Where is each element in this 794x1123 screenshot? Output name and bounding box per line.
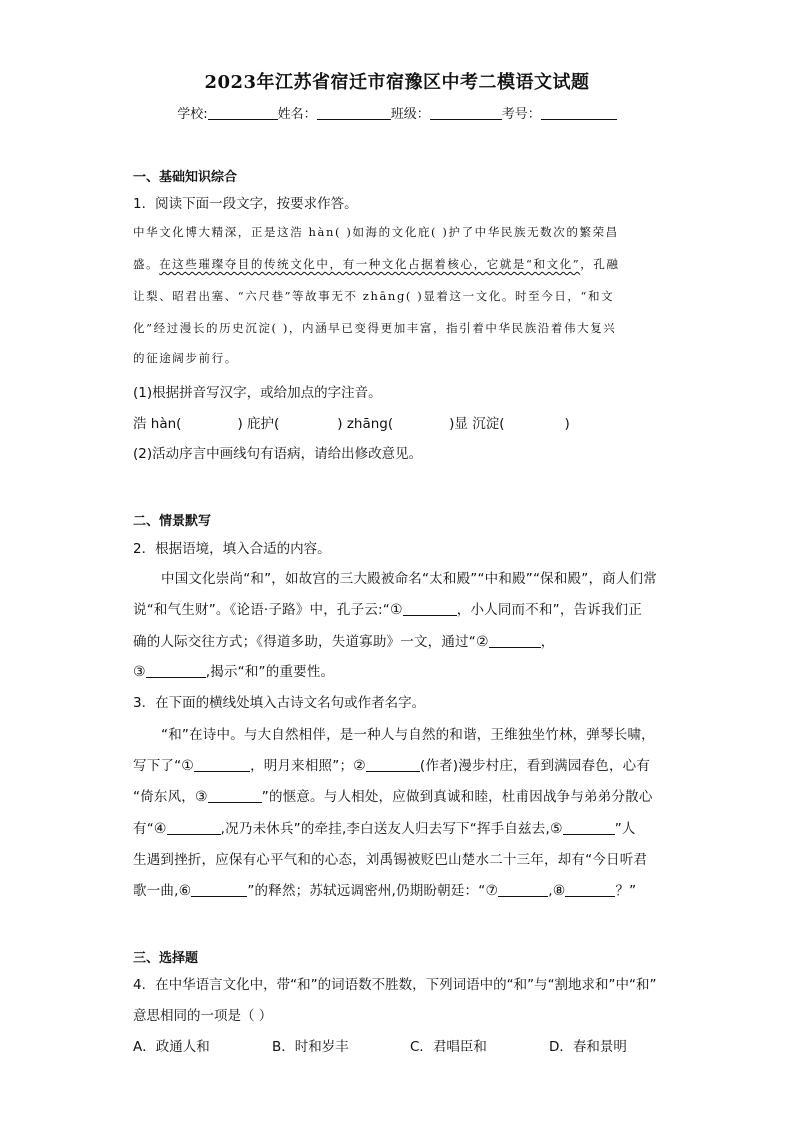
- class-blank[interactable]: [430, 105, 502, 120]
- fill-blank[interactable]: [194, 757, 250, 772]
- q1-stem: 1．阅读下面一段文字，按要求作答。: [133, 196, 358, 212]
- section1-heading: 一、基础知识综合: [133, 170, 238, 185]
- examno-label: 考号：: [501, 107, 541, 122]
- text: ,: [548, 883, 553, 899]
- blank-number: ①: [181, 758, 195, 774]
- blank-number: ⑧: [552, 883, 566, 899]
- text: ”人: [614, 821, 636, 837]
- fill-blank[interactable]: [563, 820, 615, 835]
- name-label: 姓名：: [277, 107, 317, 122]
- item-close: ): [564, 416, 570, 432]
- examno-blank[interactable]: [541, 105, 617, 120]
- pinyin-items: [133, 412, 570, 432]
- sub-question-1: (1)根据拼音写汉字，或给加点的字注音。: [133, 385, 382, 401]
- blank-number: ②: [353, 758, 366, 774]
- q4-stem-line-1: 4．在中华语言文化中，带“和”的词语数不胜数，下列词语中的“和”与“割地求和”中“和”: [133, 977, 657, 993]
- blank-number: ⑦: [485, 883, 499, 899]
- q2-para-line-4: [133, 660, 334, 680]
- text: ”的释然；苏轼远调密州,仍期盼朝廷：“: [247, 883, 486, 899]
- option-d[interactable]: D．春和景明: [549, 1039, 627, 1055]
- blank-number: ④: [153, 821, 167, 837]
- text: 写下了“: [133, 758, 182, 774]
- fill-blank[interactable]: [489, 633, 541, 648]
- option-c[interactable]: C．君唱臣和: [410, 1039, 487, 1055]
- text: ？”: [615, 883, 637, 899]
- q3-para-line-1: “和”在诗中。与大自然相伴，是一种人与自然的和谐，王维独坐竹林，弹琴长啸，: [161, 727, 655, 743]
- text: ”的惬意。与人相处，应做到真诚和睦，杜甫因战争与弟弟分散心: [261, 789, 653, 805]
- text: 说“和气生财”。《论语·子路》中，孔子云:“: [133, 602, 390, 618]
- blank-number: ⑤: [549, 821, 563, 837]
- item-chendian: )显 沉淀(: [449, 416, 505, 432]
- option-a[interactable]: A．政通人和: [133, 1039, 210, 1055]
- name-blank[interactable]: [317, 105, 391, 120]
- blank-number: ②: [475, 634, 489, 650]
- passage-line-2: [133, 256, 620, 272]
- passage-line-3: 让梨、昭君出塞、“六尺巷”等故事无不 zhāng( )显着这一文化。时至今日，“和文: [133, 289, 615, 303]
- q2-stem: 2．根据语境，填入合适的内容。: [133, 541, 331, 557]
- underlined-sentence: 在这些璀璨夺目的传统文化中，有一种文化占据着核心，它就是“和文化”: [159, 257, 581, 271]
- passage-line-5: 的征途阔步前行。: [133, 351, 238, 365]
- passage-line-1: 中华文化博大精深，正是这浩 hàn( )如海的文化庇( )护了中华民族无数次的繁荣昌: [133, 225, 619, 239]
- item-zhang: ) zhāng(: [337, 416, 394, 432]
- passage-text: ，孔融: [580, 257, 620, 271]
- item-hao-han: 浩 hàn(: [133, 416, 182, 432]
- q4-stem-line-2: 意思相同的一项是（ ）: [133, 1008, 273, 1024]
- q2-para-line-1: 中国文化崇尚“和”，如故宫的三大殿被命名“太和殿”“中和殿”“保和殿”，商人们常: [161, 571, 657, 587]
- q3-para-line-4: [133, 817, 636, 837]
- sub-question-2: (2)活动序言中画线句有语病，请给出修改意见。: [133, 446, 423, 462]
- text: ，: [540, 634, 555, 650]
- section2-heading: 二、情景默写: [133, 514, 212, 529]
- blank-number: ①: [389, 602, 403, 618]
- text: ，小人同而不和”，告诉我们正: [456, 602, 643, 618]
- fill-blank[interactable]: [191, 882, 247, 897]
- page-title: 2023年江苏省宿迁市宿豫区中考二模语文试题: [204, 72, 590, 93]
- text: “倚东风，: [133, 789, 195, 805]
- q3-stem: 3．在下面的横线处填入古诗文名句或作者名字。: [133, 695, 426, 711]
- passage-text: 盛。: [133, 257, 160, 271]
- blank-number: ③: [133, 664, 146, 680]
- text: ,揭示“和”的重要性。: [205, 664, 335, 680]
- text: (作者)漫步村庄，看到满园春色，心有: [419, 758, 651, 774]
- fill-blank[interactable]: [403, 601, 457, 616]
- q3-para-line-5: 生遇到挫折，应保有心平气和的心态，刘禹锡被贬巴山楚水二十三年，却有“今日听君: [133, 852, 648, 868]
- fill-blank[interactable]: [366, 757, 420, 772]
- text: 有“: [133, 821, 154, 837]
- blank-number: ③: [195, 789, 208, 805]
- q3-para-line-6: [133, 879, 636, 899]
- school-label: 学校:: [177, 107, 208, 122]
- student-info-line: [0, 103, 794, 122]
- q2-para-line-3: [133, 630, 554, 650]
- fill-blank[interactable]: [167, 820, 221, 835]
- class-label: 班级：: [390, 107, 430, 122]
- q2-para-line-2: [133, 598, 642, 618]
- option-b[interactable]: B．时和岁丰: [272, 1039, 349, 1055]
- text: 确的人际交往方式；《得道多助，失道寡助》一文，通过“: [133, 634, 476, 650]
- school-blank[interactable]: [208, 105, 278, 120]
- blank-number: ⑥: [178, 883, 192, 899]
- passage-line-4: 化”经过漫长的历史沉淀( )，内涵早已变得更加丰富，指引着中华民族沿着伟大复兴: [133, 321, 617, 335]
- fill-blank[interactable]: [565, 882, 615, 897]
- q3-para-line-2: [133, 754, 650, 774]
- fill-blank[interactable]: [498, 882, 548, 897]
- q3-para-line-3: [133, 785, 653, 805]
- fill-blank[interactable]: [146, 663, 206, 678]
- text: 歌一曲,: [133, 883, 179, 899]
- text: ，明月来相照”；: [250, 758, 354, 774]
- item-bihu: ) 庇护(: [237, 416, 280, 432]
- fill-blank[interactable]: [208, 788, 262, 803]
- section3-heading: 三、选择题: [133, 951, 199, 966]
- text: ,况乃未休兵”的牵挂,李白送友人归去写下“挥手自兹去,: [220, 821, 550, 837]
